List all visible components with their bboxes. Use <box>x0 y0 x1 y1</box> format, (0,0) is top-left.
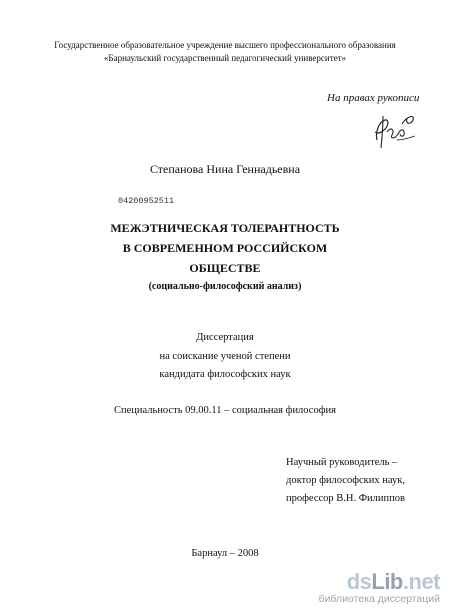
registry-number: 04200952511 <box>118 196 175 206</box>
supervisor-line-3: профессор В.Н. Филиппов <box>286 493 405 504</box>
rights-note: На правах рукописи <box>327 92 420 104</box>
handwritten-signature <box>369 110 419 152</box>
watermark-logo <box>347 569 440 595</box>
title-line-2: В СОВРЕМЕННОМ РОССИЙСКОМ <box>122 241 328 255</box>
title-subtitle: (социально-философский анализ) <box>148 281 302 292</box>
watermark-logo-ds: ds <box>346 569 372 594</box>
watermark-logo-lib: Lib <box>371 569 403 594</box>
title-line-3: ОБЩЕСТВЕ <box>189 261 261 275</box>
title-line-1: МЕЖЭТНИЧЕСКАЯ ТОЛЕРАНТНОСТЬ <box>110 221 340 235</box>
supervisor-line-1: Научный руководитель – <box>286 457 398 468</box>
author-name: Степанова Нина Геннадьевна <box>149 162 301 176</box>
watermark-logo-net: .net <box>402 569 440 594</box>
degree-line-2: кандидата философских наук <box>159 369 291 380</box>
dslib-watermark <box>284 569 444 605</box>
institution-line-2: «Барнаульский государственный педагогический университет» <box>103 53 347 63</box>
dissertation-label: Диссертация <box>196 332 254 343</box>
specialty: Специальность 09.00.11 – социальная философия <box>114 405 336 416</box>
supervisor-line-2: доктор философских наук, <box>286 475 405 486</box>
watermark-subtitle: библиотека диссертаций <box>318 593 440 605</box>
institution-line-1: Государственное образовательное учреждение высшего профессионального образования <box>54 40 396 50</box>
degree-line-1: на соискание ученой степени <box>159 351 291 362</box>
place-year: Барнаул – 2008 <box>191 548 259 559</box>
